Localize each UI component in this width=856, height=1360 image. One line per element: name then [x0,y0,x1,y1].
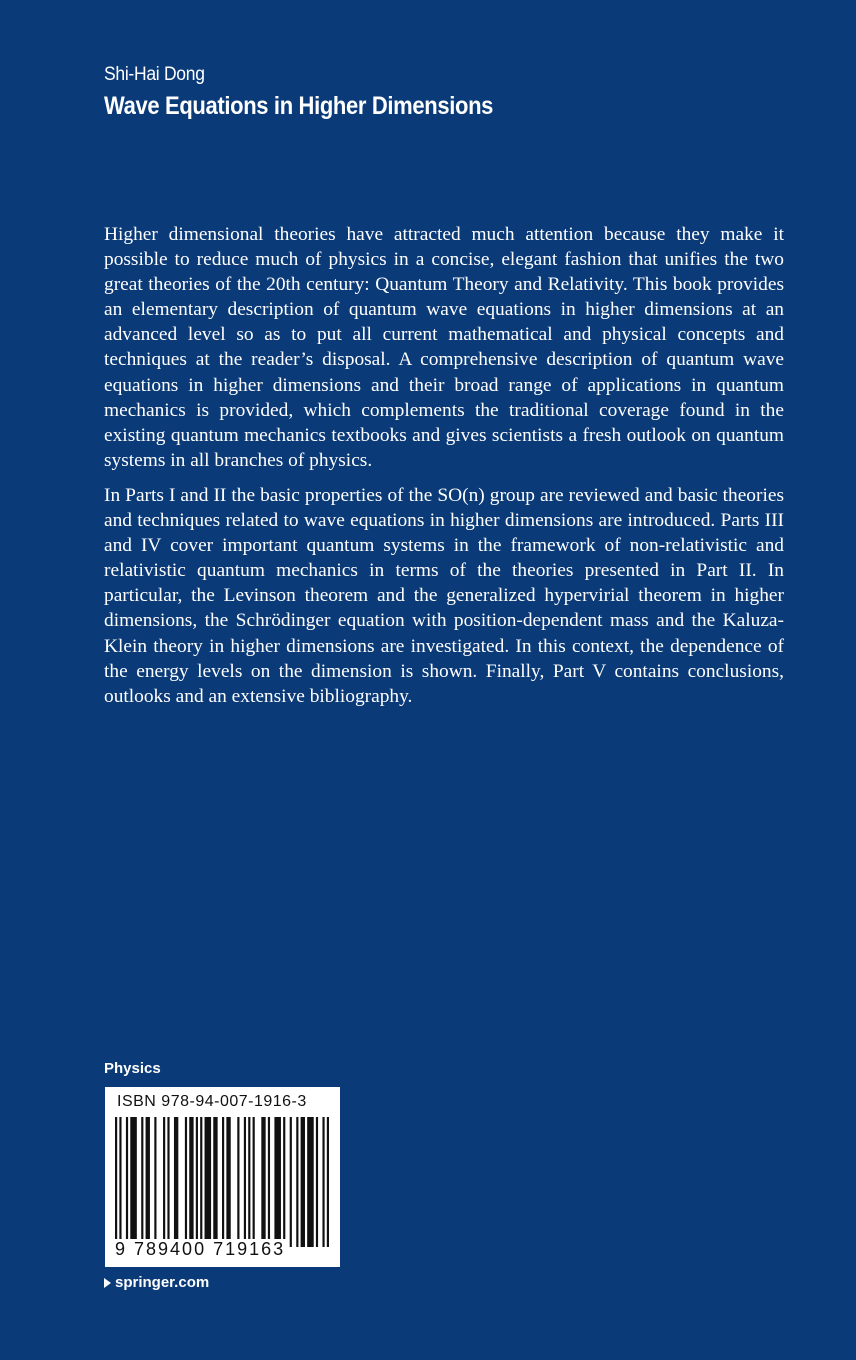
description-paragraph-1: Higher dimensional theories have attracted much attention because they make it possible to reduce much of physics in a concise, elegant fashion that unifies the two great theories of the 20th century: Quantum Theory and Relativity. This book provides an elementary description of quantum wave equations in higher dimensions at an advanced level so as to put all current mathematical and physical concepts and techniques at the reader’s disposal. A comprehensive description of quantum wave equations in higher dimensions and their broad range of applications in quantum mechanics is provided, which complements the traditional coverage found in the existing quantum mechanics textbooks and gives scientists a fresh outlook on quantum systems in all branches of physics. [104,224,784,471]
barcode-bar [115,1117,117,1247]
barcode-bar [226,1117,230,1247]
barcode-bar [185,1117,187,1247]
description-paragraph-2: In Parts I and II the basic properties of the SO(n) group are reviewed and basic theories and techniques related to wave equations in higher dimensions are introduced. Parts III and IV cover important quantum systems in the framework of non-relativistic and relativistic quantum mechanics in terms of the theories presented in Part II. In particular, the Levinson theorem and the generalized hypervirial theorem in higher dimensions, the Schrödinger equation with position-dependent mass and the Kaluza-Klein theory in higher dimensions are investigated. In this context, the dependence of the energy levels on the dimension is shown. Finally, Part V contains conclusions, outlooks and an extensive bibliography. [104,484,784,707]
arrow-right-icon [104,1278,111,1288]
barcode-bar [174,1117,178,1247]
barcode-bar [290,1117,292,1247]
book-description [104,222,784,719]
barcode-bar [244,1117,246,1247]
barcode-bar [253,1117,255,1247]
barcode-bar [322,1117,324,1247]
publisher-link-text: springer.com [115,1274,210,1291]
barcode-bar [163,1117,165,1247]
barcode-bar [213,1117,217,1247]
barcode-bar [154,1117,156,1247]
barcode-bar [167,1117,169,1247]
book-title: Wave Equations in Higher Dimensions [104,92,494,120]
barcode-bar [296,1117,298,1247]
author-name: Shi-Hai Dong [104,64,205,85]
barcode-bar [141,1117,143,1247]
barcode-bar [301,1117,305,1247]
barcode-bar [196,1117,198,1247]
isbn-barcode [105,1087,340,1267]
barcode-bar [248,1117,250,1247]
barcode-bar [130,1117,137,1247]
barcode-bar [283,1117,285,1247]
barcode-bar [307,1117,314,1247]
subject-category: Physics [104,1060,161,1077]
barcode-bar [126,1117,128,1247]
barcode-bar [200,1117,202,1247]
barcode-bar [189,1117,193,1247]
publisher-link[interactable] [104,1274,209,1291]
barcode-bar [119,1117,121,1247]
barcode-digits: 9 789400 719163 [115,1239,286,1259]
barcode-bar [316,1117,318,1247]
barcode-bar [274,1117,281,1247]
isbn-label: ISBN 978-94-007-1916-3 [117,1093,307,1110]
barcode-bar [268,1117,270,1247]
barcode-bar [327,1117,329,1247]
barcode-bars [115,1117,329,1247]
barcode-bar [205,1117,212,1247]
barcode-bar [237,1117,239,1247]
barcode-bar [222,1117,224,1247]
barcode-bar [146,1117,150,1247]
barcode-bar [261,1117,265,1247]
